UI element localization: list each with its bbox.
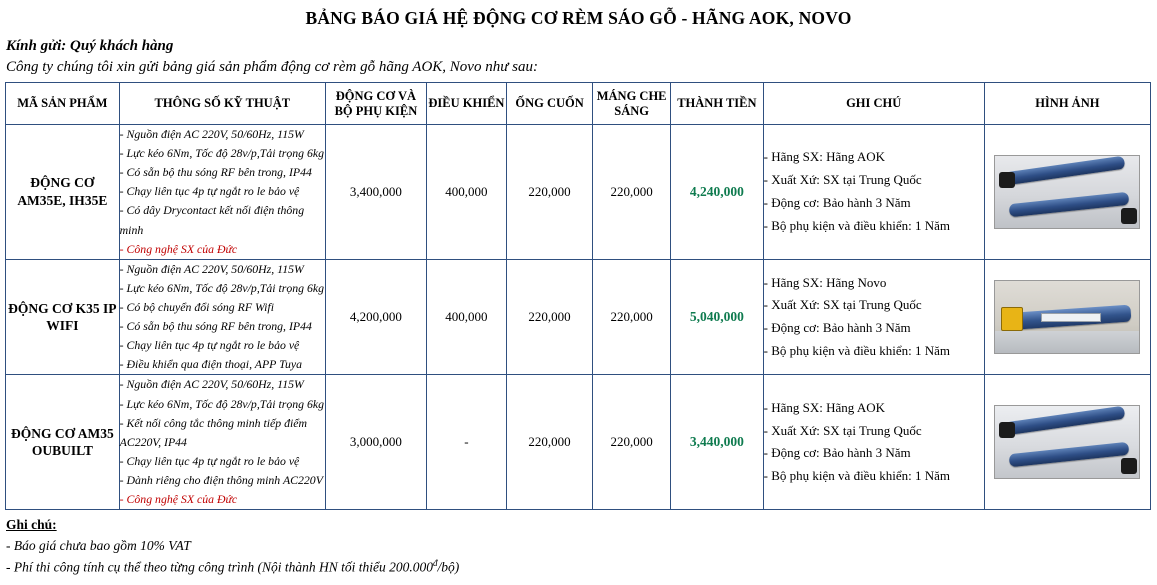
spec-line: - Dành riêng cho điện thông minh AC220V (119, 472, 323, 487)
remote-price: 400,000 (426, 125, 506, 260)
greeting-line (0, 35, 1157, 55)
product-code: ĐỘNG CƠ AM35 OUBUILT (6, 375, 120, 510)
product-code: ĐỘNG CƠ K35 IP WIFI (6, 259, 120, 375)
remote-price: 400,000 (426, 259, 506, 375)
motor-tube-graphic (1009, 442, 1130, 467)
column-header-remote-control: ĐIỀU KHIỂN (426, 83, 506, 125)
footer-line (6, 557, 1157, 578)
motor-tube-graphic (1005, 406, 1126, 436)
tube-price: 220,000 (506, 125, 592, 260)
note-line: - Hãng SX: Hãng Novo (763, 274, 887, 290)
motor-photo-k35-ip-wifi (994, 280, 1140, 354)
spec-line: - Nguồn điện AC 220V, 50/60Hz, 115W (119, 261, 304, 276)
row-total: 3,440,000 (671, 375, 764, 510)
notes-cell (763, 375, 984, 510)
footer-line: - Báo giá chưa bao gồm 10% VAT (6, 538, 191, 554)
tube-price: 220,000 (506, 375, 592, 510)
spec-line: - Lực kéo 6Nm, Tốc độ 28v/p,Tải trọng 6kg (119, 396, 324, 411)
spec-line: - Lực kéo 6Nm, Tốc độ 28v/p,Tải trọng 6kg (119, 146, 324, 161)
footer-line-text: - Phí thi công tính cụ thể theo từng công trình (Nội thành HN tối thiểu 200.000 (6, 559, 433, 575)
column-header-specifications: THÔNG SỐ KỸ THUẬT (119, 83, 325, 125)
note-line: - Động cơ: Bảo hành 3 Năm (763, 445, 911, 461)
note-line: - Động cơ: Bảo hành 3 Năm (763, 194, 911, 210)
table-row (6, 125, 1151, 260)
product-image-cell (984, 375, 1150, 510)
spec-line: - Chạy liên tục 4p tự ngắt ro le bảo vệ (119, 453, 300, 468)
motor-label-graphic (1041, 313, 1101, 322)
spec-line: - Chạy liên tục 4p tự ngắt ro le bảo vệ (119, 184, 300, 199)
motor-price: 3,400,000 (325, 125, 426, 260)
spec-line: - Chạy liên tục 4p tự ngắt ro le bảo vệ (119, 338, 300, 353)
spec-line: - Điều khiển qua điện thoại, APP Tuya (119, 357, 303, 372)
note-line: - Xuất Xứ: SX tại Trung Quốc (763, 422, 922, 438)
column-header-light-cover: MÁNG CHE SÁNG (593, 83, 671, 125)
spec-line-highlight: - Công nghệ SX của Đức (119, 241, 238, 256)
specifications-cell (119, 375, 325, 510)
product-image-cell (984, 259, 1150, 375)
motor-cap-graphic (999, 172, 1015, 188)
specifications-cell (119, 125, 325, 260)
footer-heading: Ghi chú: (6, 517, 57, 533)
greeting-label: Kính gửi: (6, 38, 67, 54)
column-header-roller-tube: ỐNG CUỐN (506, 83, 592, 125)
product-code: ĐỘNG CƠ AM35E, IH35E (6, 125, 120, 260)
spec-line: - Có sẵn bộ thu sóng RF bên trong, IP44 (119, 165, 312, 180)
row-total: 5,040,000 (671, 259, 764, 375)
intro-text: Công ty chúng tôi xin gửi bảng giá sản phẩm động cơ rèm gỗ hãng AOK, Novo như sau: (6, 59, 538, 75)
motor-price: 4,200,000 (325, 259, 426, 375)
greeting-target: Quý khách hàng (70, 38, 174, 54)
motor-cap-graphic (999, 422, 1015, 438)
note-line: - Bộ phụ kiện và điều khiển: 1 Năm (763, 342, 950, 358)
spec-line: - Nguồn điện AC 220V, 50/60Hz, 115W (119, 377, 304, 392)
cover-price: 220,000 (593, 375, 671, 510)
photo-background-graphic (995, 331, 1139, 353)
page-title: BẢNG BÁO GIÁ HỆ ĐỘNG CƠ RÈM SÁO GỖ - HÃNG AOK, NOVO (305, 8, 852, 28)
motor-photo-am35e (994, 155, 1140, 229)
cover-price: 220,000 (593, 125, 671, 260)
note-line: - Bộ phụ kiện và điều khiển: 1 Năm (763, 468, 950, 484)
column-header-notes: GHI CHÚ (763, 83, 984, 125)
note-line: - Động cơ: Bảo hành 3 Năm (763, 320, 911, 336)
motor-cap-graphic (1121, 208, 1137, 224)
column-header-total: THÀNH TIỀN (671, 83, 764, 125)
tube-price: 220,000 (506, 259, 592, 375)
motor-tube-graphic (1009, 192, 1130, 217)
motor-cap-graphic (1121, 458, 1137, 474)
cover-price: 220,000 (593, 259, 671, 375)
note-line: - Xuất Xứ: SX tại Trung Quốc (763, 172, 922, 188)
spec-line: - Lực kéo 6Nm, Tốc độ 28v/p,Tải trọng 6kg (119, 280, 324, 295)
column-header-image: HÌNH ẢNH (984, 83, 1150, 125)
footer-line-tail: /bộ) (437, 559, 460, 575)
footer-notes (0, 510, 1157, 578)
row-total: 4,240,000 (671, 125, 764, 260)
specifications-cell (119, 259, 325, 375)
remote-price: - (426, 375, 506, 510)
note-line: - Bộ phụ kiện và điều khiển: 1 Năm (763, 217, 950, 233)
notes-cell (763, 259, 984, 375)
column-header-product-code: MÃ SẢN PHẨM (6, 83, 120, 125)
notes-cell (763, 125, 984, 260)
motor-photo-am35-oubuilt (994, 405, 1140, 479)
motor-tube-graphic (1005, 156, 1126, 186)
price-table (5, 82, 1151, 510)
note-line: - Hãng SX: Hãng AOK (763, 399, 885, 415)
motor-price: 3,000,000 (325, 375, 426, 510)
table-row (6, 259, 1151, 375)
currency-superscript: đ (432, 558, 438, 569)
motor-bracket-graphic (1001, 307, 1023, 331)
spec-line: - Nguồn điện AC 220V, 50/60Hz, 115W (119, 127, 304, 141)
table-row (6, 375, 1151, 510)
spec-line: - Kết nối công tắc thông minh tiếp điểm AC220V, IP44 (119, 415, 308, 449)
spec-line: - Có bộ chuyển đổi sóng RF Wifi (119, 299, 274, 314)
spec-line: - Có dây Drycontact kết nối điện thông minh (119, 203, 305, 237)
note-line: - Xuất Xứ: SX tại Trung Quốc (763, 297, 922, 313)
note-line: - Hãng SX: Hãng AOK (763, 149, 885, 165)
table-header-row (6, 83, 1151, 125)
spec-line-highlight: - Công nghệ SX của Đức (119, 492, 238, 507)
column-header-motor-and-accessories: ĐỘNG CƠ VÀ BỘ PHỤ KIỆN (325, 83, 426, 125)
spec-line: - Có sẵn bộ thu sóng RF bên trong, IP44 (119, 319, 312, 334)
product-image-cell (984, 125, 1150, 260)
